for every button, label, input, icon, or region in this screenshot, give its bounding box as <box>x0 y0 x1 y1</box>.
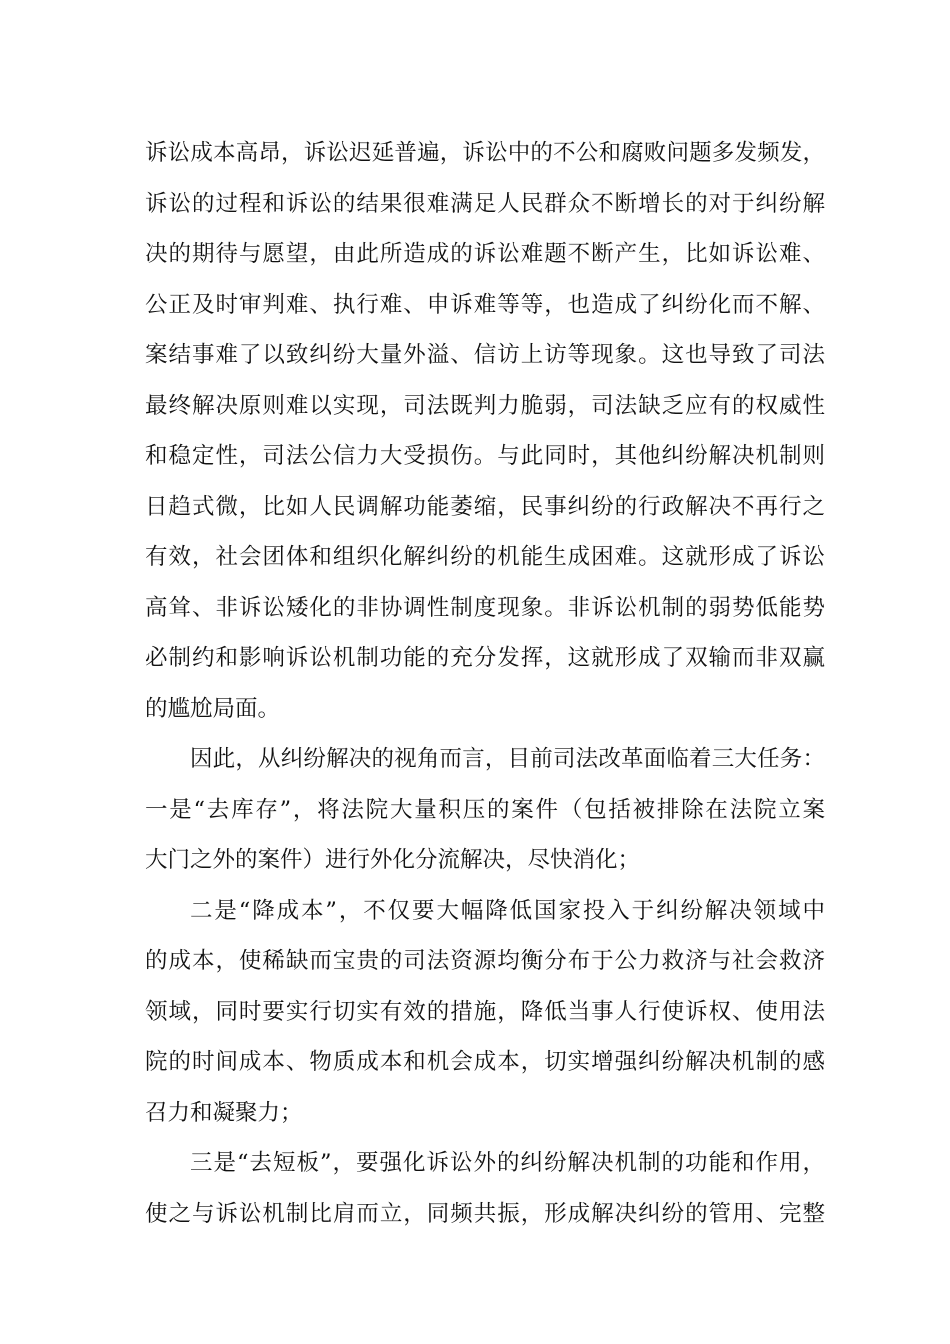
paragraph-4 <box>145 1138 825 1239</box>
text-line: 必制约和影响诉讼机制功能的充分发挥，这就形成了双输而非双赢 <box>145 645 825 671</box>
text-line: 公正及时审判难、执行难、申诉难等等，也造成了纠纷化而不解、 <box>145 291 825 318</box>
text-line: 召力和凝聚力； <box>145 1099 303 1126</box>
text-line: 诉讼的过程和诉讼的结果很难满足人民群众不断增长的对于纠纷解 <box>145 190 825 217</box>
text-line: 诉讼成本高昂，诉讼迟延普遍，诉讼中的不公和腐败问题多发频发， <box>145 140 825 166</box>
text-line: 院的时间成本、物质成本和机会成本，切实增强纠纷解决机制的感 <box>145 1049 825 1075</box>
text-line: 案结事难了以致纠纷大量外溢、信访上访等现象。这也导致了司法 <box>145 342 825 368</box>
text-line: 的尴尬局面。 <box>145 695 281 722</box>
paragraph-3 <box>145 886 825 1139</box>
text-line: 领域，同时要实行切实有效的措施，降低当事人行使诉权、使用法 <box>145 998 825 1025</box>
paragraph-1 <box>145 128 825 734</box>
text-line: 日趋式微，比如人民调解功能萎缩，民事纠纷的行政解决不再行之 <box>145 493 825 520</box>
text-line: 高耸、非诉讼矮化的非协调性制度现象。非诉讼机制的弱势低能势 <box>145 594 825 621</box>
text-line: 和稳定性，司法公信力大受损伤。与此同时，其他纠纷解决机制则 <box>145 443 825 469</box>
text-line: 三是“去短板”，要强化诉讼外的纠纷解决机制的功能和作用， <box>190 1150 825 1176</box>
text-line: 二是“降成本”，不仅要大幅降低国家投入于纠纷解决领域中 <box>190 897 825 924</box>
text-line: 一是“去库存”，将法院大量积压的案件（包括被排除在法院立案 <box>145 796 825 823</box>
text-line: 决的期待与愿望，由此所造成的诉讼难题不断产生，比如诉讼难、 <box>145 241 825 267</box>
text-line: 的成本，使稀缺而宝贵的司法资源均衡分布于公力救济与社会救济 <box>145 948 825 974</box>
text-line: 大门之外的案件）进行外化分流解决，尽快消化； <box>145 847 641 873</box>
document-body <box>145 128 825 1239</box>
text-line: 使之与诉讼机制比肩而立，同频共振，形成解决纠纷的管用、完整 <box>145 1200 825 1227</box>
text-line: 最终解决原则难以实现，司法既判力脆弱，司法缺乏应有的权威性 <box>145 392 825 419</box>
text-line: 因此，从纠纷解决的视角而言，目前司法改革面临着三大任务： <box>190 746 825 772</box>
text-line: 有效，社会团体和组织化解纠纷的机能生成困难。这就形成了诉讼 <box>145 544 825 570</box>
paragraph-2 <box>145 734 825 886</box>
